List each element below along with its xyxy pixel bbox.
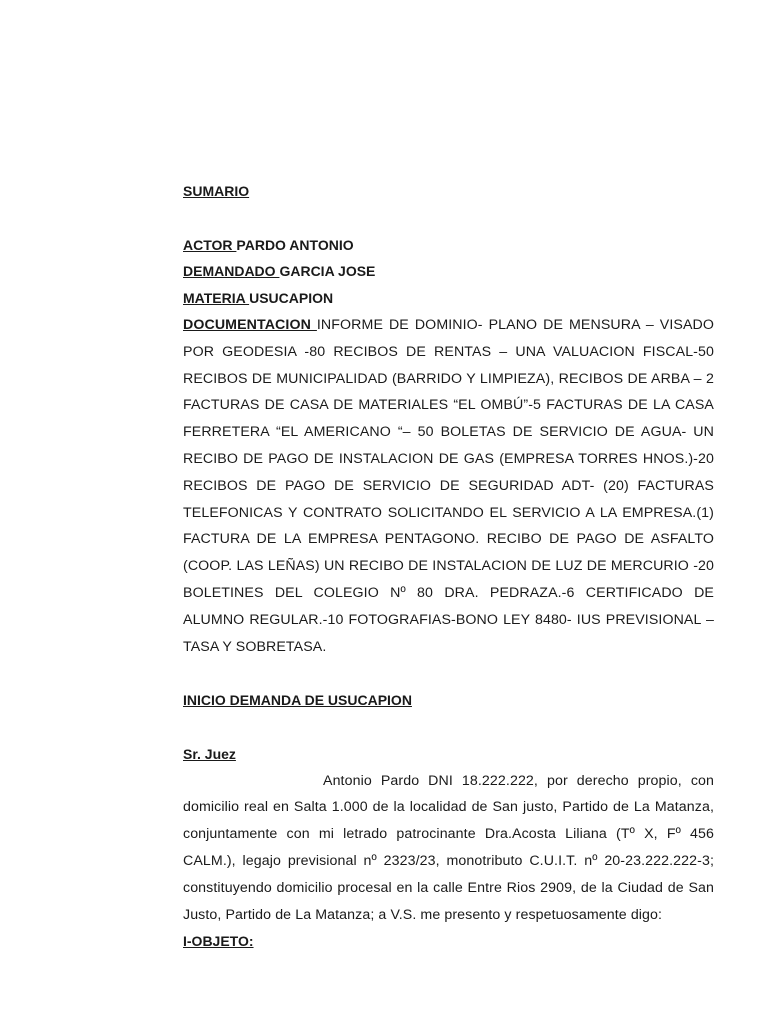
sumario-heading: [183, 178, 714, 205]
spacer: [183, 714, 714, 741]
demandado-label: DEMANDADO: [183, 263, 280, 280]
salutation-row: [183, 741, 714, 768]
document-page: [183, 178, 714, 955]
materia-row: [183, 285, 714, 312]
salutation: Sr. Juez: [183, 745, 236, 762]
documentacion-paragraph: [183, 312, 714, 660]
objeto-heading: I-OBJETO:: [183, 933, 254, 950]
objeto-row: [183, 928, 714, 955]
materia-value: USUCAPION: [249, 290, 334, 307]
demandado-row: [183, 258, 714, 285]
materia-label: MATERIA: [183, 290, 250, 307]
inicio-heading: [183, 687, 714, 714]
spacer: [183, 660, 714, 687]
actor-label: ACTOR: [183, 236, 237, 253]
actor-row: [183, 232, 714, 259]
inicio-title: INICIO DEMANDA DE USUCAPION: [183, 692, 412, 709]
blank-line: [183, 205, 714, 232]
documentacion-label: DOCUMENTACION: [183, 316, 317, 333]
actor-value: PARDO ANTONIO: [236, 236, 354, 253]
documentacion-value: INFORME DE DOMINIO- PLANO DE MENSURA – VISADO POR GEODESIA -80 RECIBOS DE RENTAS – UNA VALUACION FISCAL-50 RECIBOS DE MUNICIPALIDAD (BARRIDO Y LIMPIEZA), RECIBOS DE ARBA – 2 FACTURAS DE CASA DE MATERIALES “EL OMBÚ”-5 FACTURAS DE LA CASA FERRETERA “EL AMERICANO “– 50 BOLETAS DE SERVICIO DE AGUA- UN RECIBO DE PAGO DE INSTALACION DE GAS (EMPRESA TORRES HNOS.)-20 RECIBOS DE PAGO DE SERVICIO DE SEGURIDAD ADT- (20) FACTURAS TELEFONICAS Y CONTRATO SOLICITANDO EL SERVICIO A LA EMPRESA.(1) FACTURA DE LA EMPRESA PENTAGONO. RECIBO DE PAGO DE ASFALTO (COOP. LAS LEÑAS) UN RECIBO DE INSTALACION DE LUZ DE MERCURIO -20 BOLETINES DEL COLEGIO Nº 80 DRA. PEDRAZA.-6 CERTIFICADO DE ALUMNO REGULAR.-10 FOTOGRAFIAS-BONO LEY 8480- IUS PREVISIONAL – TASA Y SOBRETASA.: [183, 316, 714, 655]
sumario-title: SUMARIO: [183, 183, 250, 199]
demandado-value: GARCIA JOSE: [279, 263, 376, 280]
body-paragraph: Antonio Pardo DNI 18.222.222, por derecho propio, con domicilio real en Salta 1.000 de la localidad de San justo, Partido de La Matanza, conjuntamente con mi letrado patrocinante Dra.Acosta Liliana (Tº X, Fº 456 CALM.), legajo previsional nº 2323/23, monotributo C.U.I.T. nº 20-23.222.222-3; constituyendo domicilio procesal en la calle Entre Rios 2909, de la Ciudad de San Justo, Partido de La Matanza; a V.S. me presento y respetuosamente digo:: [183, 772, 714, 923]
